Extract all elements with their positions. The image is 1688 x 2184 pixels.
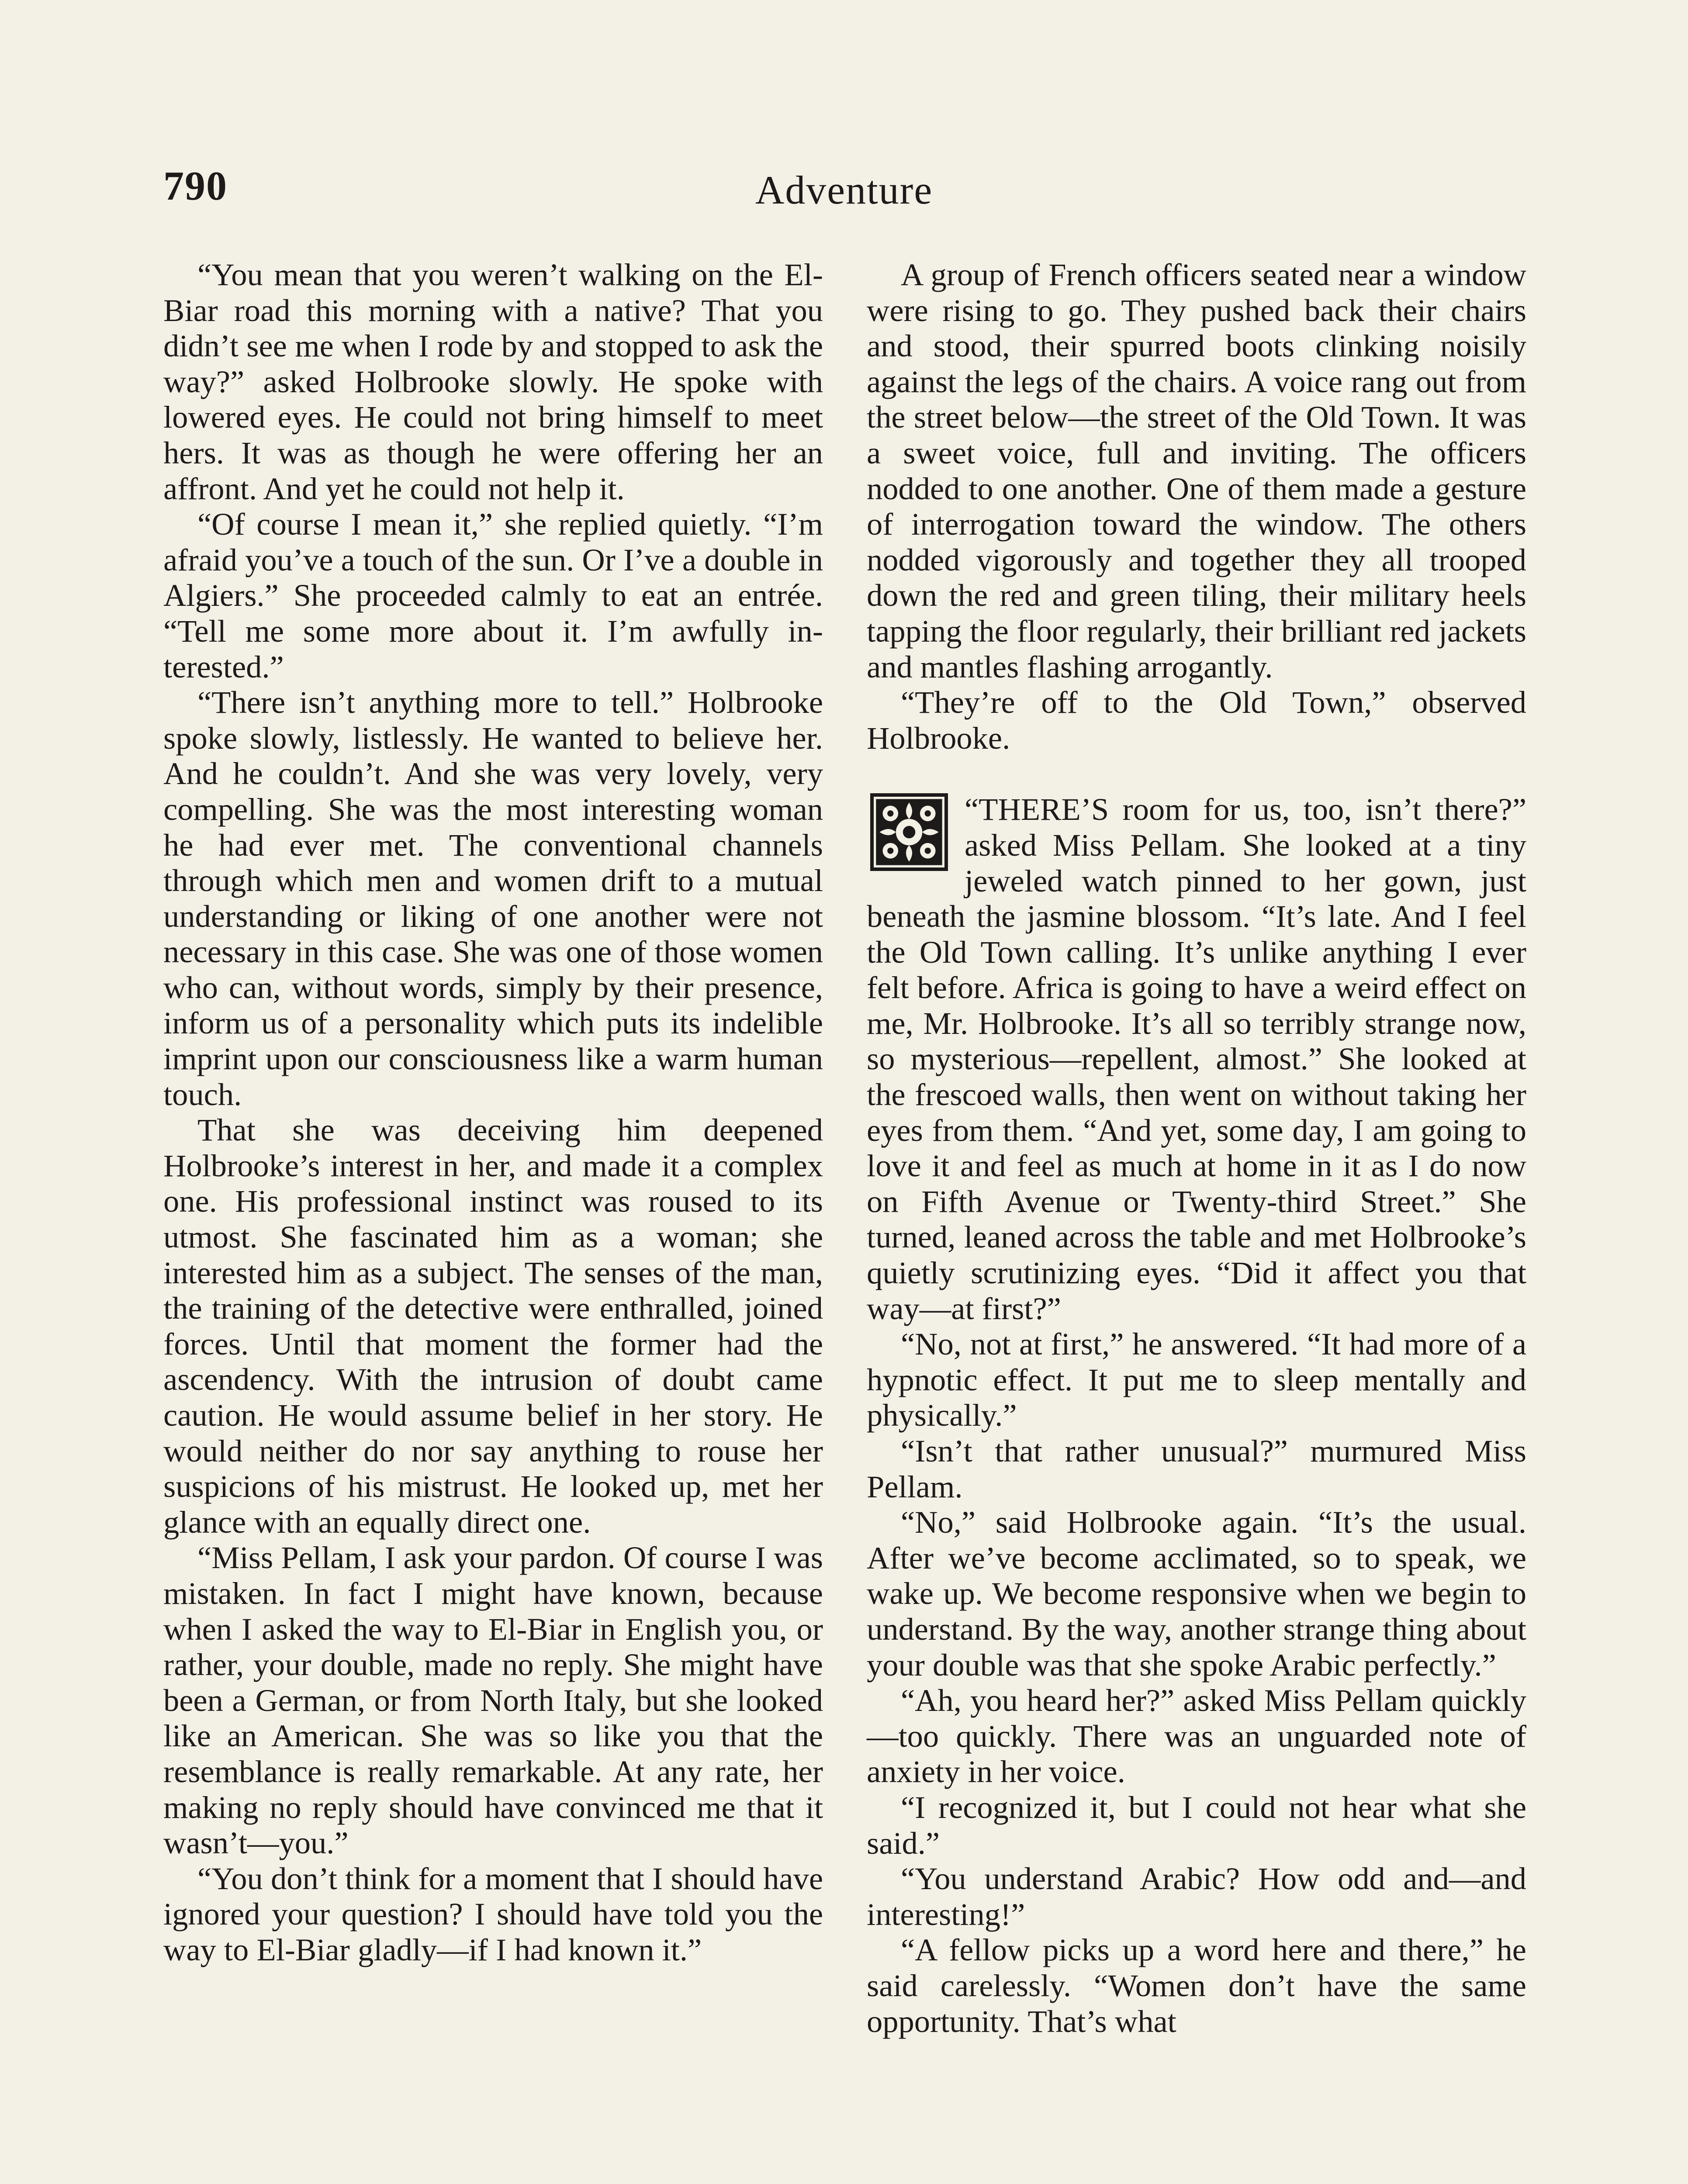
paragraph: “A fellow picks up a word here and there,” he said carelessly. “Women don’t have the same opportunity. That’s what <box>867 1932 1526 2039</box>
section-break <box>867 756 1526 791</box>
paragraph: “Ah, you heard her?” asked Miss Pellam quickly—too quickly. There was an unguarded note of anxiety in her voice. <box>867 1683 1526 1790</box>
running-head: Adventure <box>755 168 933 212</box>
paragraph: “No,” said Holbrooke again. “It’s the usual. After we’ve become acclimated, so to speak, we wake up. We become responsive when we begin to understand. By the way, another strange thing about your double was that she spoke Arabic perfectly.” <box>867 1504 1526 1683</box>
right-column <box>867 257 1526 2184</box>
paragraph: “THERE’S room for us, too, isn’t there?” asked Miss Pellam. She looked at a tiny jeweled watch pinned to her gown, just beneath the jasmine blossom. “It’s late. And I feel the Old Town calling. It’s unlike anything I ever felt before. Africa is going to have a weird effect on me, Mr. Holbrooke. It’s all so terribly strange now, so mysterious—repellent, almost.” She looked at the frescoed walls, then went on without taking her eyes from them. “And yet, some day, I am going to love it and feel as much at home in it as I do now on Fifth Avenue or Twenty-third Street.” She turned, leaned across the table and met Holbrooke’s quietly scrutinizing eyes. “Did it affect you that way—at first?” <box>867 791 1526 1326</box>
paragraph: “There isn’t anything more to tell.” Holbrooke spoke slowly, listlessly. He wanted to believe her. And he couldn’t. And she was very lovely, very compelling. She was the most interesting woman he had ever met. The conventional channels through which men and women drift to a mutual understanding or liking of one another were not necessary in this case. She was one of those women who can, without words, simply by their presence, inform us of a personality which puts its indelible imprint upon our consciousness like a warm human touch. <box>163 684 823 1112</box>
paragraph: “They’re off to the Old Town,” observed Holbrooke. <box>867 684 1526 756</box>
paragraph: “You don’t think for a moment that I should have ignored your question? I should have told you the way to El-Biar gladly—if I had known it.” <box>163 1860 823 1967</box>
paragraph: “Isn’t that rather unusual?” murmured Miss Pellam. <box>867 1433 1526 1504</box>
left-column <box>163 257 823 2184</box>
paragraph: “No, not at first,” he answered. “It had more of a hypnotic effect. It put me to sleep mentally and physically.” <box>867 1326 1526 1433</box>
paragraph: A group of French officers seated near a window were rising to go. They pushed back their chairs and stood, their spurred boots clinking noisily against the legs of the chairs. A voice rang out from the street below—the street of the Old Town. It was a sweet voice, full and inviting. The officers nodded to one another. One of them made a gesture of interrogation toward the window. The others nodded vigorously and together they all trooped down the red and green tiling, their military heels tapping the floor regularly, their brilliant red jackets and mantles flashing arrogantly. <box>867 257 1526 684</box>
paragraph: “I recognized it, but I could not hear what she said.” <box>867 1789 1526 1861</box>
paragraph: “Of course I mean it,” she replied quietly. “I’m afraid you’ve a touch of the sun. Or I’ve a double in Algiers.” She proceeded calmly to eat an entrée. “Tell me some more about it. I’m awfully interested.” <box>163 506 823 684</box>
floral-ornament-icon <box>870 793 948 871</box>
paragraph: “You mean that you weren’t walking on the El-Biar road this morning with a native? That you didn’t see me when I rode by and stopped to ask the way?” asked Holbrooke slowly. He spoke with lowered eyes. He could not bring himself to meet hers. It was as though he were offering her an affront. And yet he could not help it. <box>163 257 823 506</box>
paragraph: “Miss Pellam, I ask your pardon. Of course I was mistaken. In fact I might have known, because when I asked the way to El-Biar in English you, or rather, your double, made no reply. She might have been a German, or from North Italy, but she looked like an American. She was so like you that the resemblance is really remarkable. At any rate, her making no reply should have convinced me that it wasn’t—you.” <box>163 1540 823 1861</box>
page-number: 790 <box>163 163 228 209</box>
paragraph: “You understand Arabic? How odd and—and interesting!” <box>867 1861 1526 1932</box>
paragraph: That she was deceiving him deepened Holbrooke’s interest in her, and made it a complex one. His professional instinct was roused to its utmost. She fascinated him as a woman; she interested him as a subject. The senses of the man, the training of the detective were enthralled, joined forces. Until that moment the former had the ascendency. With the intrusion of doubt came caution. He would assume belief in her story. He would neither do nor say anything to rouse her suspicions of his mistrust. He looked up, met her glance with an equally direct one. <box>163 1112 823 1540</box>
